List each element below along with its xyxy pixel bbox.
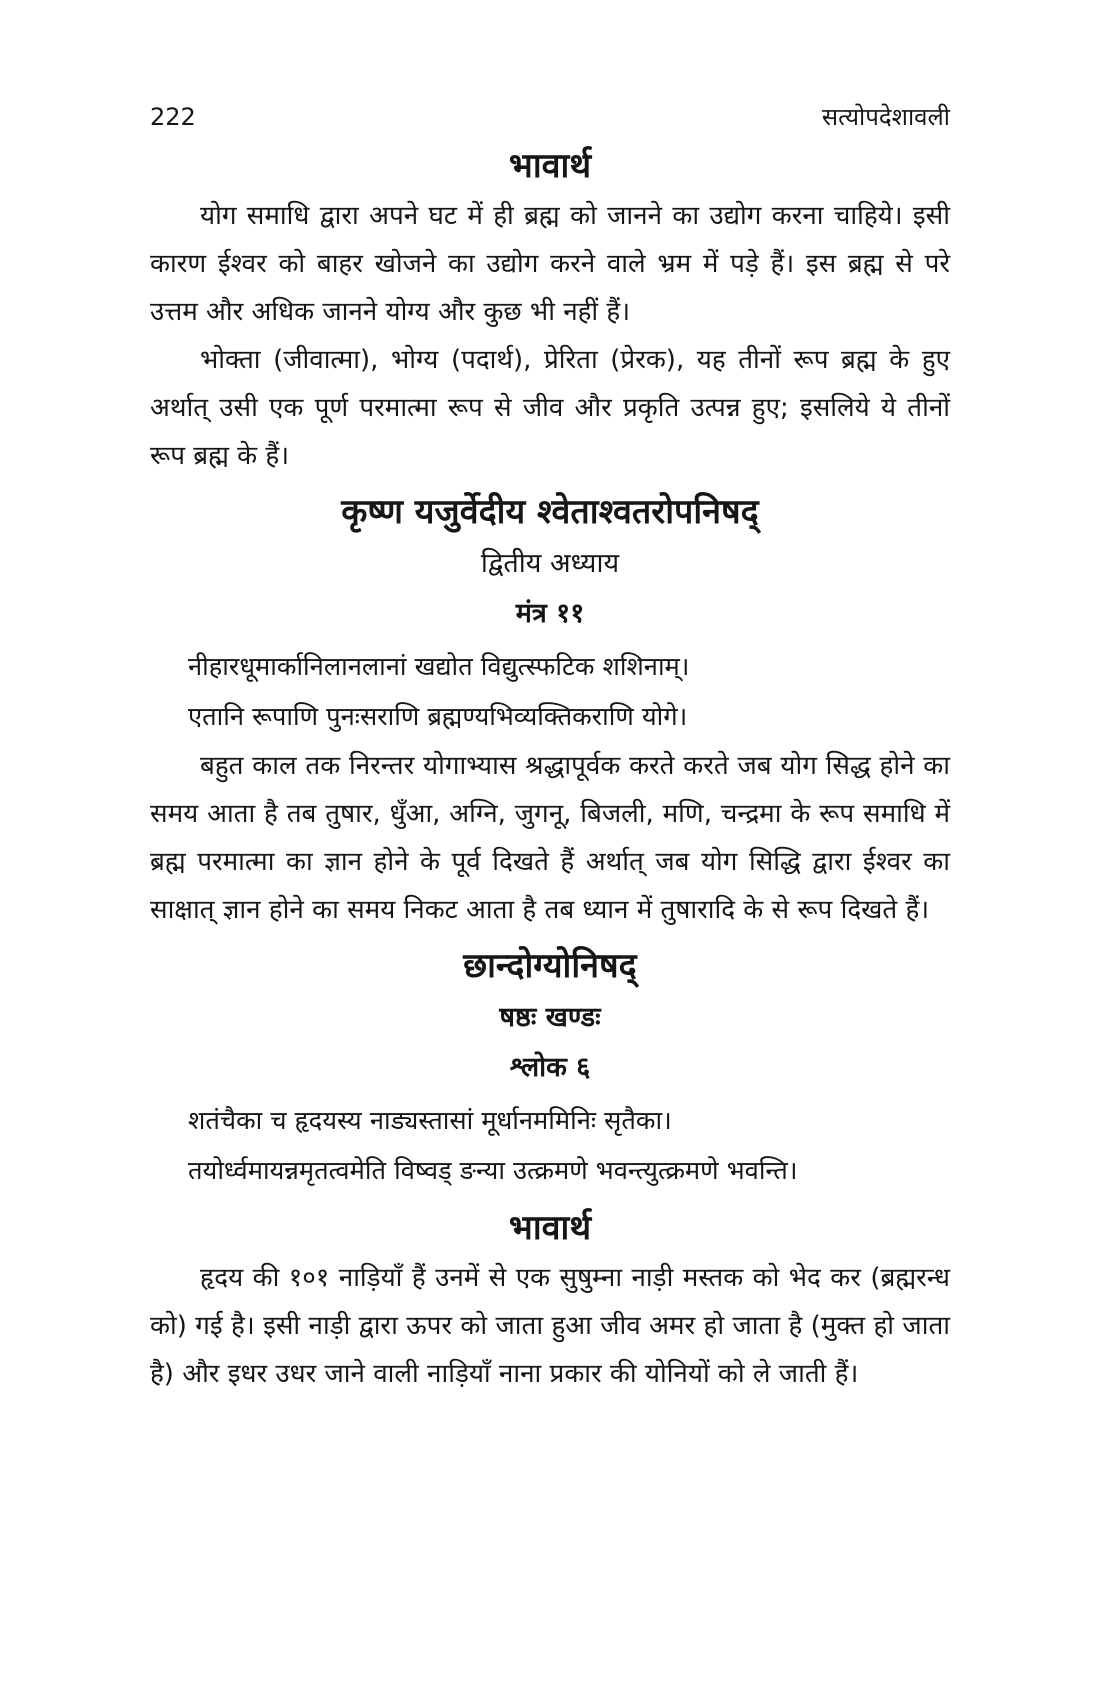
chapter-label: द्वितीय अध्याय: [480, 548, 620, 579]
page-number: 222: [150, 103, 196, 131]
paragraph-yoga-siddhi: बहुत काल तक निरन्तर योगाभ्यास श्रद्धापूर्वक करते करते जब योग सिद्ध होने का समय आता है तब तुषार, धुँआ, अग्नि, जुगनू, बिजली, मणि, चन्द्रमा के रूप समाधि में ब्रह्म परमात्मा का ज्ञान होने के पूर्व दिखते हैं अर्थात् जब योग सिद्धि द्वारा ईश्वर का साक्षात् ज्ञान होने का समय निकट आता है तब ध्यान में तुषारादि के से रूप दिखते हैं।: [150, 751, 950, 925]
verse-line: नीहारधूमार्कानिलानलानां खद्योत विद्युत्स्फटिक शशिनाम्।: [188, 652, 690, 682]
shloka-label: श्लोक ६: [509, 1052, 591, 1083]
section-heading-upanishad: कृष्ण यजुर्वेदीय श्वेताश्वतरोपनिषद्: [341, 492, 759, 532]
page-content: [150, 140, 950, 1398]
khanda-label: षष्ठः खण्डः: [499, 1002, 601, 1033]
verse-line: शतंचैका च हृदयस्य नाड्यस्तासां मूर्धानममिनिः सृतैका।: [188, 1106, 672, 1136]
section-heading-bhavarth-1: भावार्थ: [508, 146, 592, 186]
paragraph-nadis: हृदय की १०१ नाड़ियाँ हैं उनमें से एक सुषुम्ना नाड़ी मस्तक को भेद कर (ब्रह्मरन्ध को) गई है। इसी नाड़ी द्वारा ऊपर को जाता हुआ जीव अमर हो जाता है (मुक्त हो जाता है) और इधर उधर जाने वाली नाड़ियाँ नाना प्रकार की योनियों को ले जाती हैं।: [150, 1263, 950, 1389]
mantra-label: मंत्र ११: [515, 598, 585, 629]
paragraph-bhokta-bhogya: भोक्ता (जीवात्मा), भोग्य (पदार्थ), प्रेरिता (प्रेरक), यह तीनों रूप ब्रह्म के हुए अर्थात् उसी एक पूर्ण परमात्मा रूप से जीव और प्रकृति उत्पन्न हुए; इसलिये ये तीनों रूप ब्रह्म के हैं।: [150, 345, 950, 471]
running-header: [150, 100, 950, 130]
verse-line: तयोर्ध्वमायन्नमृतत्वमेति विष्वड् ङन्या उत्क्रमणे भवन्त्युत्क्रमणे भवन्ति।: [188, 1156, 798, 1186]
section-heading-bhavarth-2: भावार्थ: [508, 1208, 592, 1248]
paragraph-yoga-samadhi: योग समाधि द्वारा अपने घट में ही ब्रह्म को जानने का उद्योग करना चाहिये। इसी कारण ईश्वर को बाहर खोजने का उद्योग करने वाले भ्रम में पड़े हैं। इस ब्रह्म से परे उत्तम और अधिक जानने योग्य और कुछ भी नहीं हैं।: [150, 201, 950, 327]
book-title: सत्योपदेशावली: [821, 103, 950, 131]
section-heading-chandogya: छान्दोग्योनिषद्: [463, 946, 637, 986]
verse-line: एतानि रूपाणि पुनःसराणि ब्रह्मण्यभिव्यक्तिकराणि योगे।: [188, 702, 688, 732]
